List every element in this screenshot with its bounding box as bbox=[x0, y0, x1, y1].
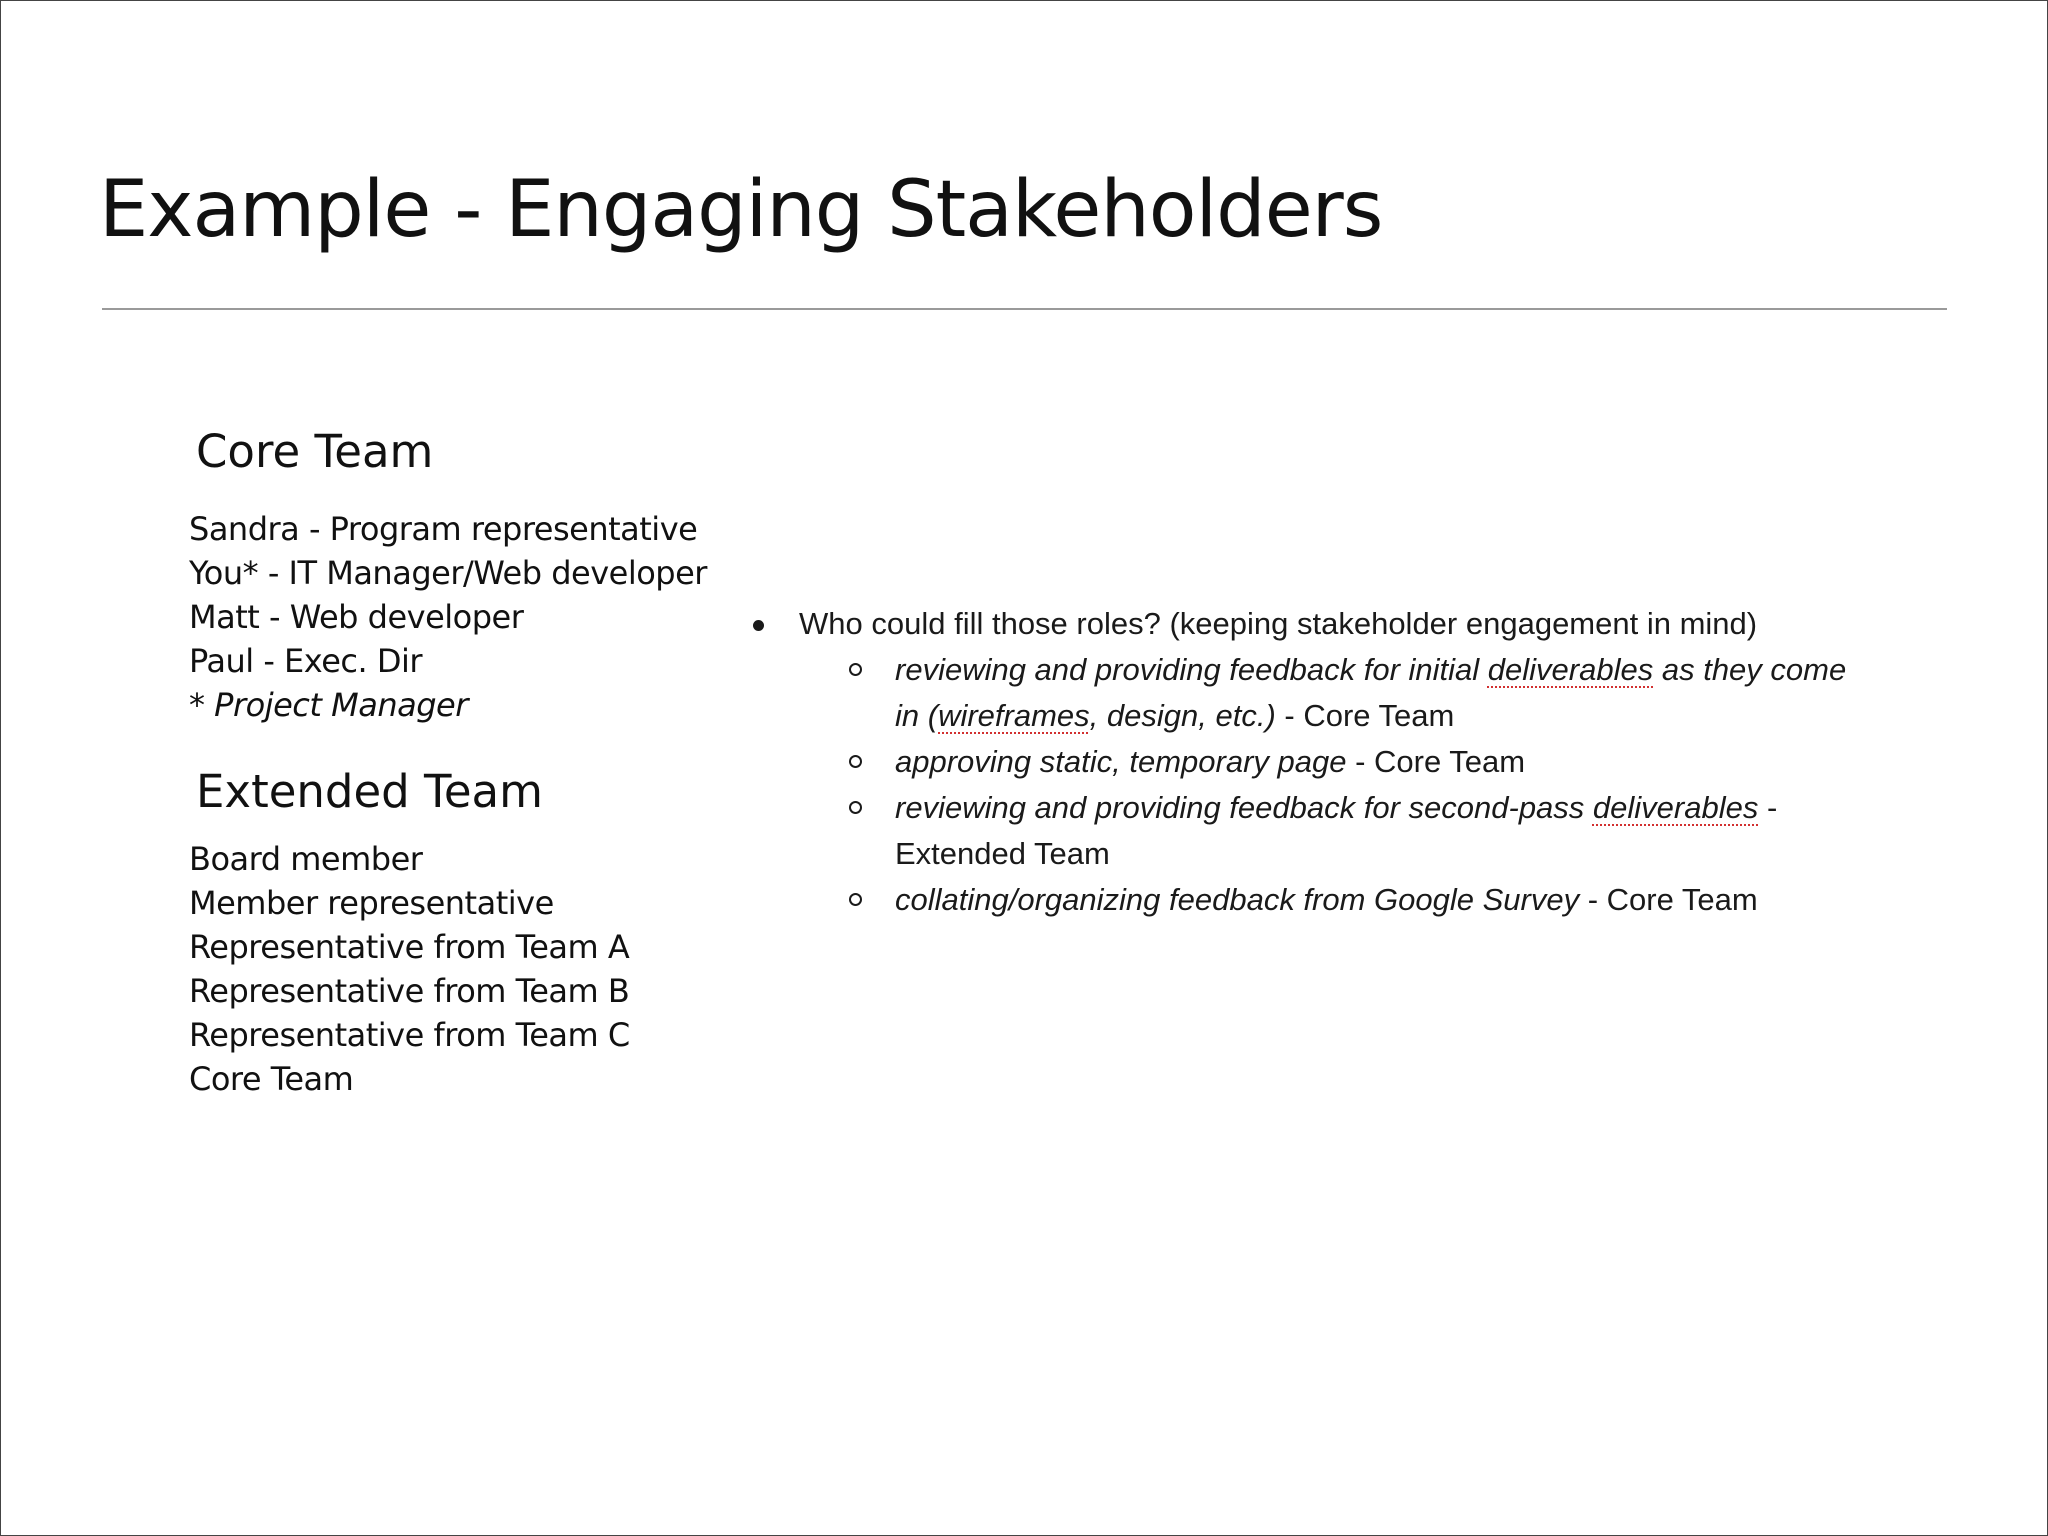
extended-team-list bbox=[189, 837, 630, 1101]
list-item: Paul - Exec. Dir bbox=[189, 642, 423, 680]
role-line bbox=[895, 877, 1945, 923]
role-text: , design, etc.) bbox=[1089, 698, 1276, 733]
spellcheck-word: deliverables bbox=[1487, 652, 1654, 687]
role-line bbox=[895, 831, 1945, 877]
role-line bbox=[895, 693, 1945, 739]
role-text: collating/organizing feedback from Google Survey bbox=[895, 882, 1580, 917]
core-team-list bbox=[189, 507, 707, 727]
role-line bbox=[895, 647, 1945, 693]
extended-team-heading: Extended Team bbox=[196, 765, 543, 818]
bullet-circle-icon bbox=[849, 801, 862, 814]
role-sub-list bbox=[741, 647, 1941, 923]
role-text: in ( bbox=[895, 698, 939, 733]
role-text: approving static, temporary page bbox=[895, 744, 1347, 779]
spellcheck-word: wireframes bbox=[938, 698, 1090, 733]
bullet-circle-icon bbox=[849, 663, 862, 676]
bullet-circle-icon bbox=[849, 755, 862, 768]
roles-notes bbox=[741, 601, 1941, 923]
bullet-circle-icon bbox=[849, 893, 862, 906]
list-item: Matt - Web developer bbox=[189, 598, 524, 636]
role-text: reviewing and providing feedback for second-pass bbox=[895, 790, 1593, 825]
role-line bbox=[895, 739, 1945, 785]
role-assignee: - Core Team bbox=[1346, 744, 1526, 779]
role-assignee: - Core Team bbox=[1579, 882, 1758, 917]
role-text: reviewing and providing feedback for initial bbox=[895, 652, 1488, 687]
footnote-item bbox=[189, 683, 707, 727]
role-assignee: - Core Team bbox=[1275, 698, 1455, 733]
title-divider bbox=[102, 308, 1947, 310]
slide-title: Example - Engaging Stakeholders bbox=[99, 165, 1383, 255]
list-item: You* - IT Manager/Web developer bbox=[189, 554, 707, 592]
role-line bbox=[895, 785, 1945, 831]
spellcheck-word: deliverables bbox=[1592, 790, 1759, 825]
core-team-heading: Core Team bbox=[196, 425, 434, 478]
list-item: Representative from Team C bbox=[189, 1016, 630, 1054]
role-item-approving bbox=[741, 739, 1945, 785]
list-item: Board member bbox=[189, 840, 423, 878]
list-item: Representative from Team A bbox=[189, 928, 630, 966]
role-assignee: Extended Team bbox=[895, 836, 1110, 871]
role-item-collating bbox=[741, 877, 1945, 923]
question-item bbox=[741, 601, 1941, 647]
role-text: - bbox=[1758, 790, 1778, 825]
bullet-dot-icon bbox=[753, 620, 764, 631]
role-item-second-pass bbox=[741, 785, 1945, 877]
list-item: Representative from Team B bbox=[189, 972, 630, 1010]
role-item-initial-feedback bbox=[741, 647, 1945, 739]
footnote-star: * bbox=[189, 686, 215, 724]
footnote-text: Project Manager bbox=[214, 686, 468, 724]
role-text: as they come bbox=[1653, 652, 1847, 687]
question-text: Who could fill those roles? (keeping stakeholder engagement in mind) bbox=[799, 606, 1758, 641]
list-item: Sandra - Program representative bbox=[189, 510, 698, 548]
list-item: Member representative bbox=[189, 884, 554, 922]
list-item: Core Team bbox=[189, 1060, 354, 1098]
